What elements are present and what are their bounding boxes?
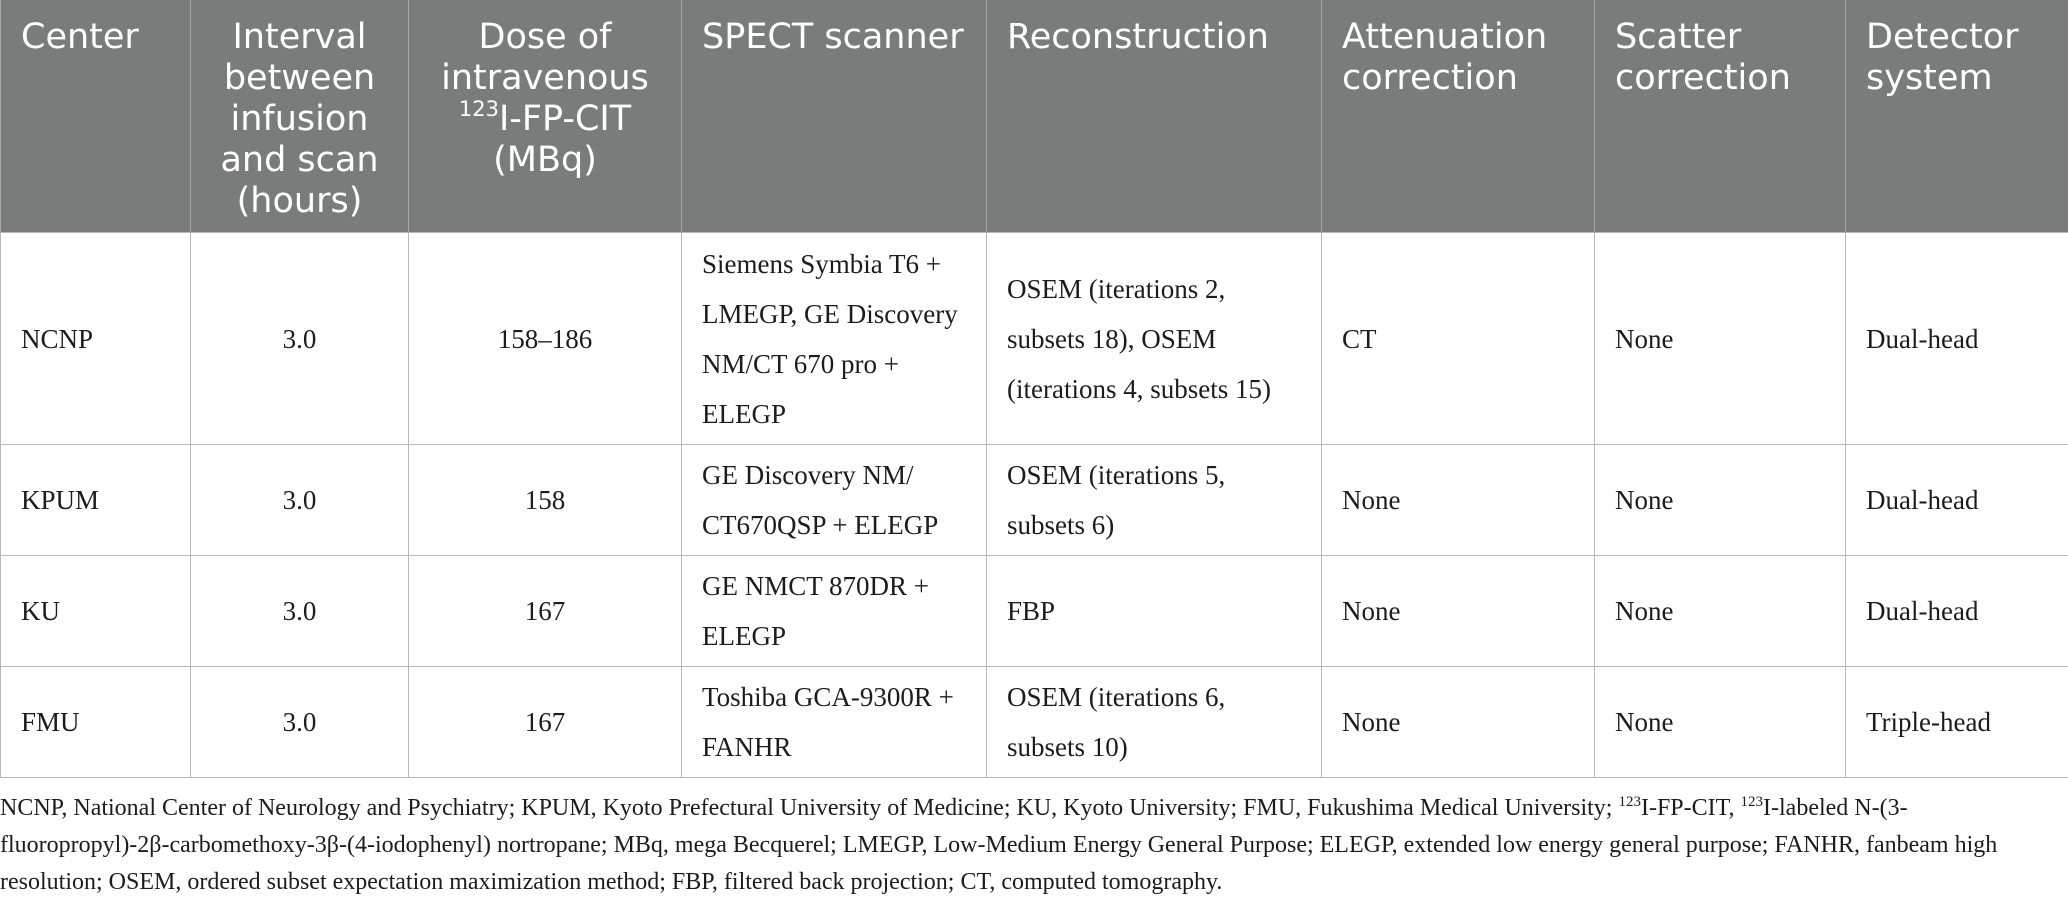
cell-attenuation: CT (1322, 233, 1595, 445)
header-scatter: Scatter correction (1595, 0, 1846, 233)
cell-reconstruction: OSEM (iterations 5, subsets 6) (987, 445, 1322, 556)
cell-scatter: None (1595, 667, 1846, 778)
cell-scatter: None (1595, 445, 1846, 556)
cell-detector: Dual-head (1846, 445, 2068, 556)
cell-center: FMU (1, 667, 191, 778)
header-interval: Interval between infusion and scan (hours) (191, 0, 409, 233)
header-dose-prefix: Dose of intravenous (441, 17, 649, 98)
header-row (1, 0, 2068, 233)
cell-scatter: None (1595, 556, 1846, 667)
cell-scanner: Toshiba GCA-9300R + FANHR (682, 667, 987, 778)
footnote-isotope-1: 123 (1618, 794, 1641, 810)
table-row-ku (1, 556, 2068, 667)
cell-interval: 3.0 (191, 233, 409, 445)
cell-reconstruction: OSEM (iterations 2, subsets 18), OSEM (iterations 4, subsets 15) (987, 233, 1322, 445)
cell-reconstruction: FBP (987, 556, 1322, 667)
table-footnote (0, 790, 2060, 901)
cell-attenuation: None (1322, 667, 1595, 778)
cell-attenuation: None (1322, 445, 1595, 556)
cell-scanner: Siemens Symbia T6 + LMEGP, GE Discovery NM/CT 670 pro + ELEGP (682, 233, 987, 445)
cell-dose: 158–186 (409, 233, 682, 445)
cell-center: KPUM (1, 445, 191, 556)
cell-scanner: GE Discovery NM/ CT670QSP + ELEGP (682, 445, 987, 556)
cell-interval: 3.0 (191, 667, 409, 778)
cell-center: NCNP (1, 233, 191, 445)
cell-reconstruction: OSEM (iterations 6, subsets 10) (987, 667, 1322, 778)
header-dose-isotope: 123 (458, 97, 499, 121)
cell-detector: Triple-head (1846, 667, 2068, 778)
header-attenuation: Attenuation correction (1322, 0, 1595, 233)
table-row-kpum (1, 445, 2068, 556)
header-dose-suffix: I-FP-CIT (MBq) (493, 99, 632, 180)
cell-scatter: None (1595, 233, 1846, 445)
cell-dose: 167 (409, 556, 682, 667)
header-scanner: SPECT scanner (682, 0, 987, 233)
cell-dose: 167 (409, 667, 682, 778)
cell-scanner: GE NMCT 870DR + ELEGP (682, 556, 987, 667)
table-row-ncnp (1, 233, 2068, 445)
header-detector: Detector system (1846, 0, 2068, 233)
cell-dose: 158 (409, 445, 682, 556)
footnote-isotope-2: 123 (1740, 794, 1764, 810)
cell-interval: 3.0 (191, 445, 409, 556)
header-center: Center (1, 0, 191, 233)
footnote-abbreviations-2: I-FP-CIT, (1640, 795, 1741, 821)
footnote-abbreviations-3: I-labeled N-(3-fluoropropyl)-2β-carbomethoxy-3β-(4-iodophenyl) nortropane; MBq, mega Becquerel; LMEGP, Low-Medium Energy General Purpose; ELEGP, extended low energy general purpose; FANHR, fanbeam high resolution; OSEM, ordered subset expectation maximization method; FBP, filtered back projection; CT, computed tomography. (0, 795, 1998, 895)
table-row-fmu (1, 667, 2068, 778)
cell-detector: Dual-head (1846, 233, 2068, 445)
cell-center: KU (1, 556, 191, 667)
header-reconstruction: Reconstruction (987, 0, 1322, 233)
cell-interval: 3.0 (191, 556, 409, 667)
cell-detector: Dual-head (1846, 556, 2068, 667)
cell-attenuation: None (1322, 556, 1595, 667)
footnote-abbreviations-1: NCNP, National Center of Neurology and Psychiatry; KPUM, Kyoto Prefectural University of Medicine; KU, Kyoto University; FMU, Fukushima Medical University; (0, 795, 1619, 821)
header-dose (409, 0, 682, 233)
